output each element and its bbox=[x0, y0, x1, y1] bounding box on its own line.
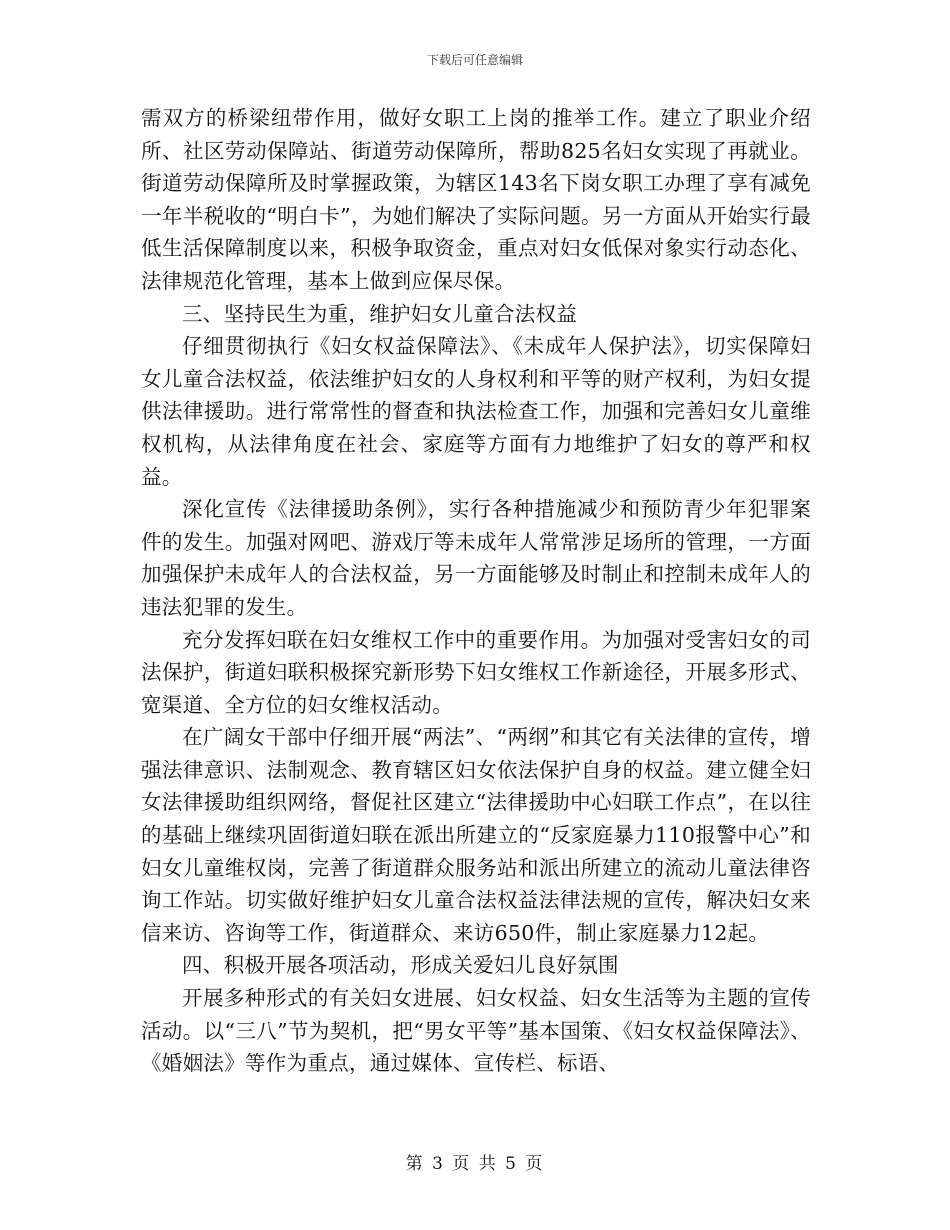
paragraph-5: 在广阔女干部中仔细开展“两法”、“两纲”和其它有关法律的宣传，增强法律意识、法制观念、教育辖区妇女依法保护自身的权益。建立健全妇女法律援助组织网络，督促社区建立“法律援助中心妇联工作点”，在以往的基础上继续巩固街道妇联在派出所建立的“反家庭暴力110报警中心”和妇女儿童维权岗，完善了街道群众服务站和派出所建立的流动儿童法律咨询工作站。切实做好维护妇女儿童合法权益法律法规的宣传，解决妇女来信来访、咨询等工作，街道群众、来访650件，制止家庭暴力12起。 bbox=[141, 725, 811, 945]
document-body bbox=[141, 102, 811, 1080]
paragraph-2: 仔细贯彻执行《妇女权益保障法》、《未成年人保护法》，切实保障妇女儿童合法权益，依法维护妇女的人身权利和平等的财产权利，为妇女提供法律援助。进行常常性的督查和执法检查工作，加强和完善妇女儿童维权机构，从法律角度在社会、家庭等方面有力地维护了妇女的尊严和权益。 bbox=[141, 334, 811, 489]
section-heading-4: 四、积极开展各项活动，形成关爱妇儿良好氛围 bbox=[182, 953, 619, 978]
paragraph-4: 充分发挥妇联在妇女维权工作中的重要作用。为加强对受害妇女的司法保护，街道妇联积极探究新形势下妇女维权工作新途径，开展多形式、宽渠道、全方位的妇女维权活动。 bbox=[141, 627, 811, 717]
page-footer: 第 3 页 共 5 页 bbox=[405, 1154, 545, 1174]
page-header: 下载后可任意编辑 bbox=[426, 53, 523, 67]
paragraph-3: 深化宣传《法律援助条例》，实行各种措施减少和预防青少年犯罪案件的发生。加强对网吧、游戏厅等未成年人常常涉足场所的管理，一方面加强保护未成年人的合法权益，另一方面能够及时制止和控制未成年人的违法犯罪的发生。 bbox=[141, 497, 811, 619]
section-heading-3: 三、坚持民生为重，维护妇女儿童合法权益 bbox=[182, 301, 578, 326]
paragraph-1: 需双方的桥梁纽带作用，做好女职工上岗的推举工作。建立了职业介绍所、社区劳动保障站、街道劳动保障所，帮助825名妇女实现了再就业。街道劳动保障所及时掌握政策，为辖区143名下岗女职工办理了享有减免一年半税收的“明白卡”，为她们解决了实际问题。另一方面从开始实行最低生活保障制度以来，积极争取资金，重点对妇女低保对象实行动态化、法律规范化管理，基本上做到应保尽保。 bbox=[141, 106, 811, 293]
paragraph-6: 开展多种形式的有关妇女进展、妇女权益、妇女生活等为主题的宣传活动。以“三八”节为契机，把“男女平等”基本国策、《妇女权益保障法》、《婚姻法》等作为重点，通过媒体、宣传栏、标语、 bbox=[141, 986, 811, 1076]
